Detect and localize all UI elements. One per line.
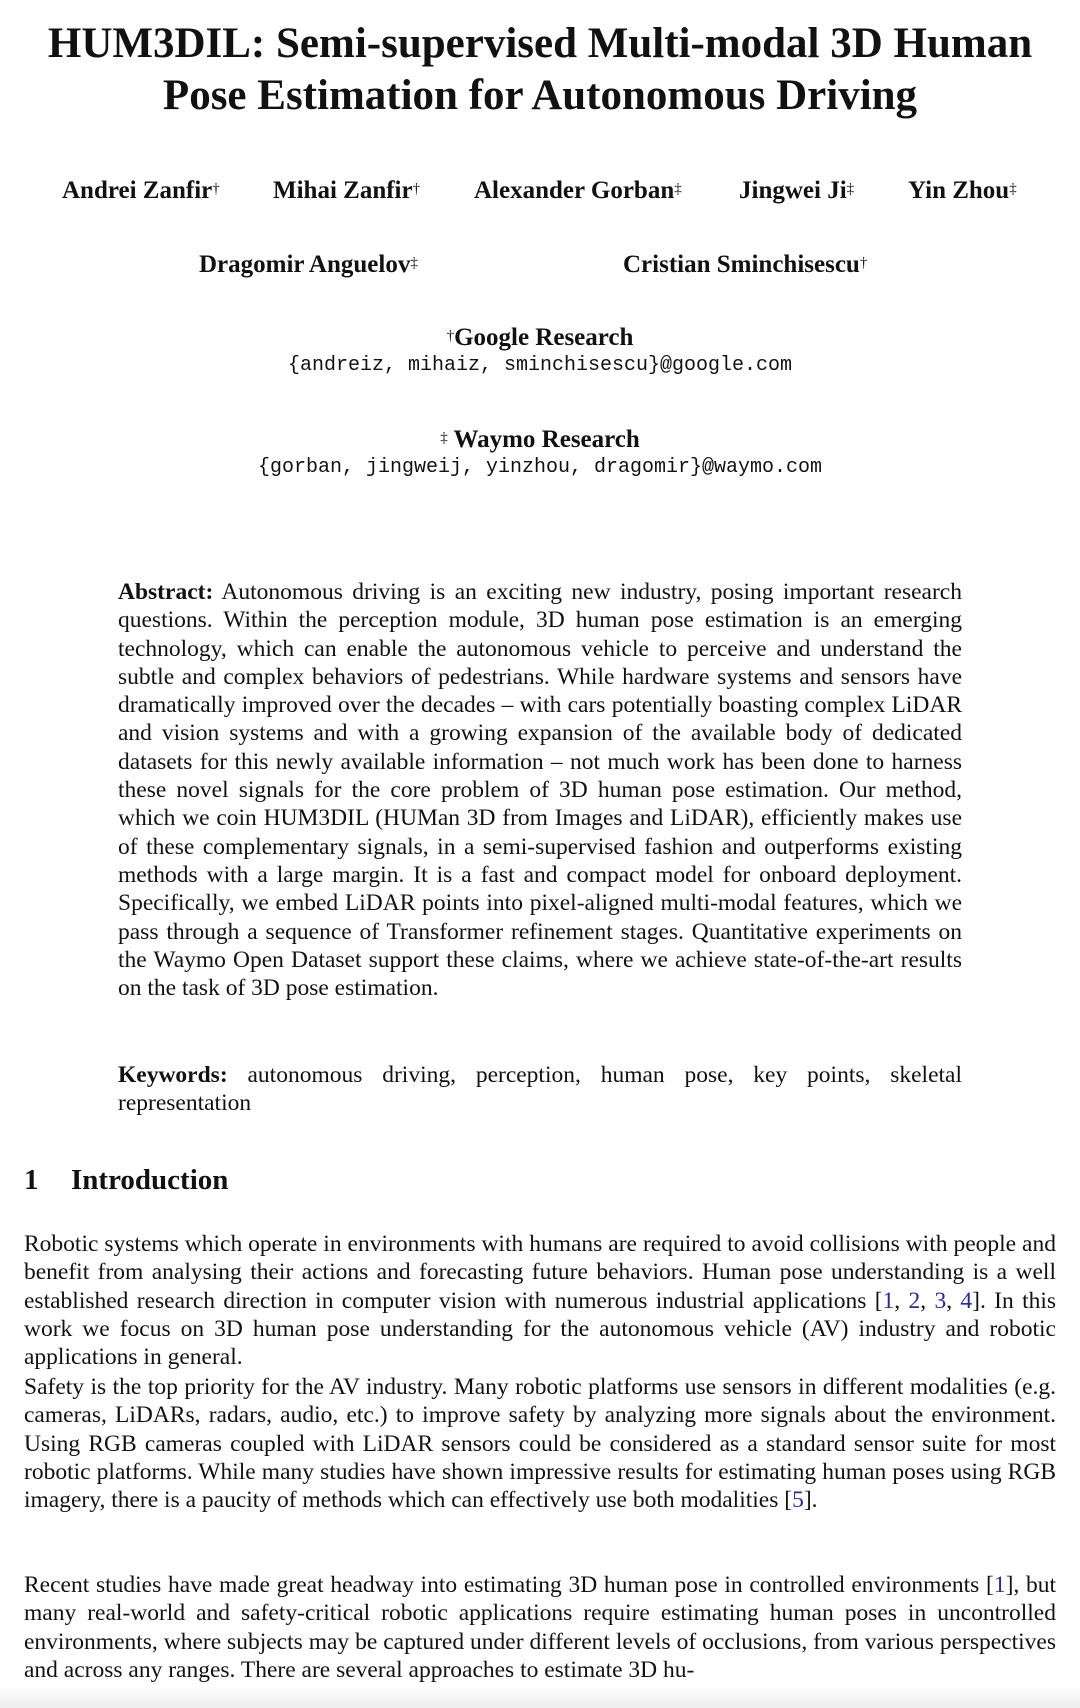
author-mark: ‡ <box>410 255 418 271</box>
keywords-text: autonomous driving, perception, human pose, key points, skeletal representation <box>118 1062 963 1117</box>
abstract-text: Autonomous driving is an exciting new industry, posing important research questions. Within the perception module, 3D human pose estimation is an emerging technology, which can enable the autonomous vehicle to perceive and understand the subtle and complex behaviors of pedestrians. While hardware systems and sensors have dramatically improved over the decades – with cars potentially boasting complex LiDAR and vision systems and with a growing expansion of the available body of dedicated datasets for this newly available information – not much work has been done to harness these novel signals for the core problem of 3D human pose estimation. Our method, which we coin HUM3DIL (HUMan 3D from Images and LiDAR), efficiently makes use of these complementary signals, in a semi-supervised fashion and outperforms existing methods with a large margin. It is a fast and compact model for onboard deployment. Specifically, we embed LiDAR points into pixel-aligned multi-modal features, which we pass through a sequence of Transformer refinement stages. Quantitative experiments on the Waymo Open Dataset support these claims, where we achieve state-of-the-art results on the task of 3D pose estimation. <box>118 579 962 1002</box>
affiliation-name: Google Research <box>454 324 634 351</box>
paragraph-text: ]. <box>803 1487 818 1514</box>
title-line-1: HUM3DIL: Semi-supervised Multi-modal 3D Human <box>47 20 1033 67</box>
intro-paragraph-3 <box>24 1571 1056 1684</box>
author-mark: † <box>859 255 868 271</box>
author-dragomir-anguelov <box>199 250 418 280</box>
keywords-label: Keywords: <box>118 1062 228 1088</box>
section-title: Introduction <box>71 1164 229 1196</box>
author-alexander-gorban <box>474 176 682 206</box>
title-line-2: Pose Estimation for Autonomous Driving <box>162 72 918 119</box>
affiliation-google <box>0 323 1080 379</box>
author-mark: ‡ <box>674 181 682 197</box>
author-mark: † <box>212 181 220 197</box>
author-mark: ‡ <box>846 181 855 197</box>
affiliation-name: Waymo Research <box>447 426 640 453</box>
author-andrei-zanfir <box>62 176 220 206</box>
abstract <box>118 578 962 1002</box>
affiliation-email: {gorban, jingweij, yinzhou, dragomir}@waymo.com <box>257 456 823 479</box>
author-name: Jingwei Ji <box>739 177 847 204</box>
page-bottom-shadow <box>0 1686 1080 1708</box>
citation-link[interactable]: 5 <box>792 1487 804 1514</box>
affiliation-title <box>0 323 1080 353</box>
paragraph-text: Recent studies have made great headway into estimating 3D human pose in controlled environments [ <box>24 1572 994 1598</box>
author-cristian-sminchisescu <box>623 250 867 280</box>
citation-link[interactable]: 4 <box>960 1287 973 1314</box>
affiliation-mark: † <box>446 328 455 344</box>
citation-link[interactable]: 1 <box>993 1572 1006 1598</box>
author-name: Andrei Zanfir <box>62 177 213 204</box>
author-mark: ‡ <box>1009 181 1017 197</box>
keywords <box>118 1061 962 1118</box>
paragraph-text: ], but many real-world and safety-critical robotic applications require estimating human poses in uncontrolled environments, where subjects may be captured under different levels of occlusions, from various perspectives and across any ranges. There are several approaches to estimate 3D hu- <box>24 1572 1057 1683</box>
affiliation-waymo <box>0 425 1080 481</box>
paragraph-text: Robotic systems which operate in environments with humans are required to avoid collisions with people and benefit from analysing their actions and forecasting future behaviors. Human pose understanding is a well established research direction in computer vision with numerous industrial applications [ <box>24 1231 1056 1314</box>
author-mark: † <box>412 181 421 197</box>
citation-link[interactable]: 3 <box>934 1287 947 1314</box>
abstract-label: Abstract: <box>118 579 214 605</box>
intro-paragraph-2 <box>24 1373 1056 1514</box>
paragraph-text: Safety is the top priority for the AV industry. Many robotic platforms use sensors in different modalities (e.g. cameras, LiDARs, radars, audio, etc.) to improve safety by analyzing more signals about the environment. Using RGB cameras coupled with LiDAR sensors could be considered as a standard sensor suite for most robotic platforms. While many studies have shown impressive results for estimating human poses using RGB imagery, there is a paucity of methods which can effectively use both modalities [ <box>24 1374 1056 1514</box>
section-number: 1 <box>24 1164 39 1196</box>
author-name: Cristian Sminchisescu <box>623 251 860 278</box>
author-yin-zhou <box>908 176 1017 206</box>
citation-link[interactable]: 1 <box>882 1287 895 1314</box>
intro-paragraph-1: Robotic systems which operate in environments with humans are required to avoid collisions with people and benefit from analysing their actions and forecasting future behaviors. Human pose understanding is a well established research direction in computer vision with numerous industrial applications [1, 2, 3, 4]. In this work we focus on 3D human pose understanding for the autonomous vehicle (AV) industry and robotic applications in general. <box>24 1231 1057 1371</box>
section-heading-introduction <box>24 1163 228 1197</box>
paragraph-text: ]. In this work we focus on 3D human pose understanding for the autonomous vehicle (AV) industry and robotic applications in general. <box>24 1287 1057 1371</box>
paper-title <box>0 18 1080 122</box>
author-name: Alexander Gorban <box>474 177 675 204</box>
author-name: Yin Zhou <box>908 177 1010 204</box>
affiliation-title <box>0 425 1080 455</box>
affiliation-mark: ‡ <box>440 430 448 446</box>
citation-link[interactable]: 2 <box>908 1287 921 1314</box>
author-name: Mihai Zanfir <box>273 177 413 204</box>
affiliation-email: {andreiz, mihaiz, sminchisescu}@google.com <box>287 354 793 377</box>
author-mihai-zanfir <box>273 176 420 206</box>
author-name: Dragomir Anguelov <box>199 251 411 278</box>
author-jingwei-ji <box>739 176 854 206</box>
